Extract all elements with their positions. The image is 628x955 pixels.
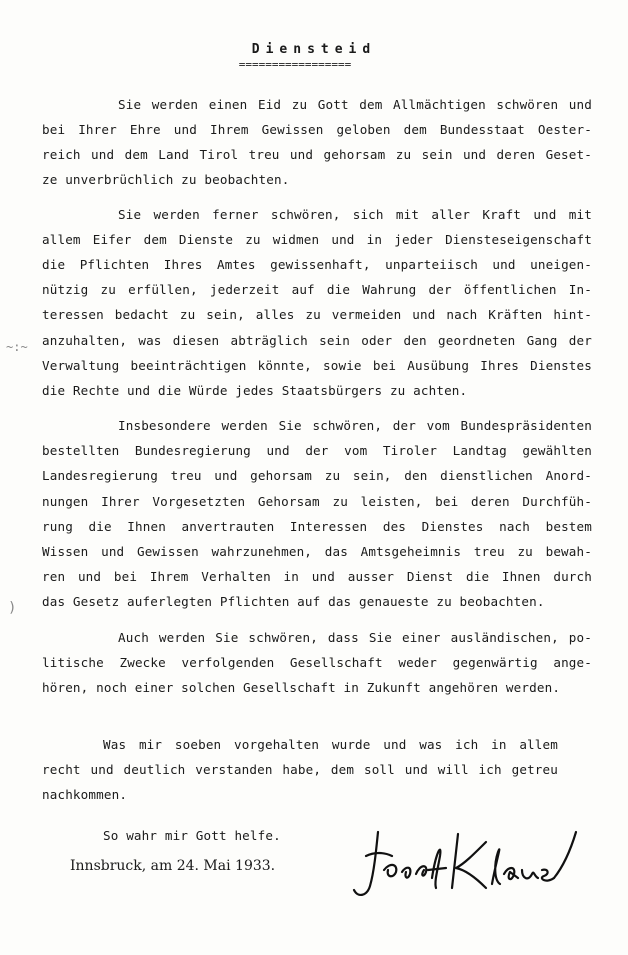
text-line: das Gesetz auferlegten Pflichten auf das genaueste zu beobachten.: [42, 594, 545, 609]
text-line: nachkommen.: [42, 787, 128, 802]
margin-mark: ~:~: [6, 340, 28, 354]
text-line: die Rechte und die Würde jedes Staatsbürgers zu achten.: [42, 383, 468, 398]
handwritten-signature: [340, 812, 580, 912]
text-line: allem Eifer dem Dienste zu widmen und in jeder Diensteseigenschaft: [42, 232, 592, 247]
text-line: Landesregierung treu und gehorsam zu sein, den dienstlichen Anord-: [42, 468, 592, 483]
text-line: bei Ihrer Ehre und Ihrem Gewissen geloben dem Bundesstaat Oester-: [42, 122, 592, 137]
text-line: Insbesondere werden Sie schwören, der vom Bundespräsidenten: [118, 418, 592, 433]
title-underline: =================: [238, 58, 352, 71]
text-line: bestellten Bundesregierung und der vom Tiroler Landtag gewählten: [42, 443, 592, 458]
text-line: hören, noch einer solchen Gesellschaft in Zukunft angehören werden.: [42, 680, 561, 695]
text-line: litische Zwecke verfolgenden Gesellschaft weder gegenwärtig ange-: [42, 655, 592, 670]
text-line: die Pflichten Ihres Amtes gewissenhaft, unparteiisch und uneigen-: [42, 257, 592, 272]
text-line: nützig zu erfüllen, jederzeit auf die Wahrung der öffentlichen In-: [42, 282, 592, 297]
text-line: reich und dem Land Tirol treu und gehorsam zu sein und deren Geset-: [42, 147, 592, 162]
place-date: Innsbruck, am 24. Mai 1933.: [70, 858, 276, 874]
text-line: Was mir soeben vorgehalten wurde und was ich in allem: [103, 737, 558, 752]
text-line: Wissen und Gewissen wahrzunehmen, das Amtsgeheimnis treu zu bewah-: [42, 544, 592, 559]
text-line: Auch werden Sie schwören, dass Sie einer ausländischen, po-: [118, 630, 592, 645]
text-line: Verwaltung beeinträchtigen könnte, sowie bei Ausübung Ihres Dienstes: [42, 358, 592, 373]
closing-oath: So wahr mir Gott helfe.: [103, 828, 281, 843]
text-line: anzuhalten, was diesen abträglich sein oder den geordneten Gang der: [42, 333, 592, 348]
text-line: teressen bedacht zu sein, alles zu vermeiden und nach Kräften hint-: [42, 307, 592, 322]
text-line: nungen Ihrer Vorgesetzten Gehorsam zu leisten, bei deren Durchfüh-: [42, 494, 592, 509]
text-line: ren und bei Ihrem Verhalten in und ausser Dienst die Ihnen durch: [42, 569, 592, 584]
document-title: Diensteid: [251, 42, 377, 57]
text-line: rung die Ihnen anvertrauten Interessen des Dienstes nach bestem: [42, 519, 592, 534]
text-line: ze unverbrüchlich zu beobachten.: [42, 172, 290, 187]
text-line: Sie werden einen Eid zu Gott dem Allmächtigen schwören und: [118, 97, 592, 112]
margin-mark: ): [8, 600, 17, 616]
text-line: recht und deutlich verstanden habe, dem soll und will ich getreu: [42, 762, 558, 777]
text-line: Sie werden ferner schwören, sich mit aller Kraft und mit: [118, 207, 592, 222]
